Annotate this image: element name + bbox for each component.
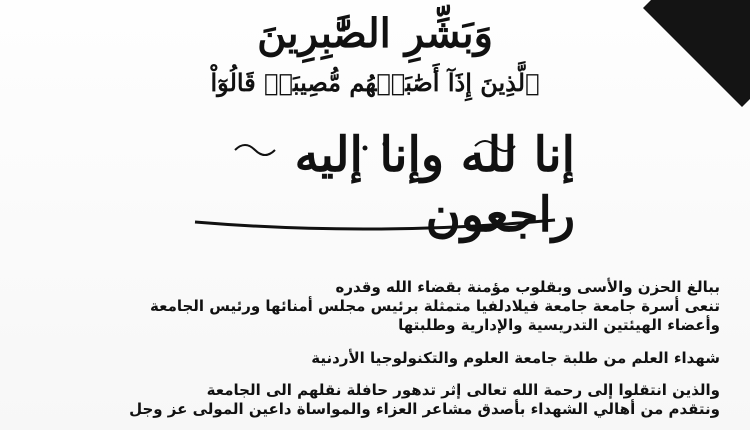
announcement-paragraph-1	[40, 278, 720, 335]
announcement-line-1: ببالغ الحزن والأسى وبقلوب مؤمنة بقضاء الله وقدره	[335, 278, 720, 296]
verse-line-2: ٱلَّذِينَ إِذَآ أَصَٰبَتۡهُم مُّصِيبَةٞ قَالُوٓاْ	[210, 68, 540, 97]
announcement-paragraph-2	[40, 349, 720, 368]
announcement-paragraph-3	[40, 381, 720, 419]
announcement-line-2: تنعى أسرة جامعة جامعة فيلادلفيا متمثلة برئيس مجلس أمنائها ورئيس الجامعة	[150, 297, 720, 315]
announcement-line-5: والذين انتقلوا إلى رحمة الله تعالى إثر تدهور حافلة نقلهم الى الجامعة	[206, 381, 720, 399]
verse-line-1: وَبَشِّرِ الصَّٰبِرِينَ	[257, 10, 493, 57]
announcement-line-6: ونتقدم من أهالي الشهداء بأصدق مشاعر العزاء والمواساة داعين المولى عز وجل	[129, 400, 720, 418]
quran-verse-header	[0, 2, 750, 104]
calligraphy-block	[175, 126, 575, 243]
announcement-line-4: شهداء العلم من طلبة جامعة العلوم والتكنولوجيا الأردنية	[311, 349, 720, 367]
announcement-line-3: وأعضاء الهيئتين التدريسية والإدارية وطلبتها	[398, 316, 720, 334]
calligraphy-text: إنا لله وإنا إليه راجعون	[294, 126, 575, 243]
